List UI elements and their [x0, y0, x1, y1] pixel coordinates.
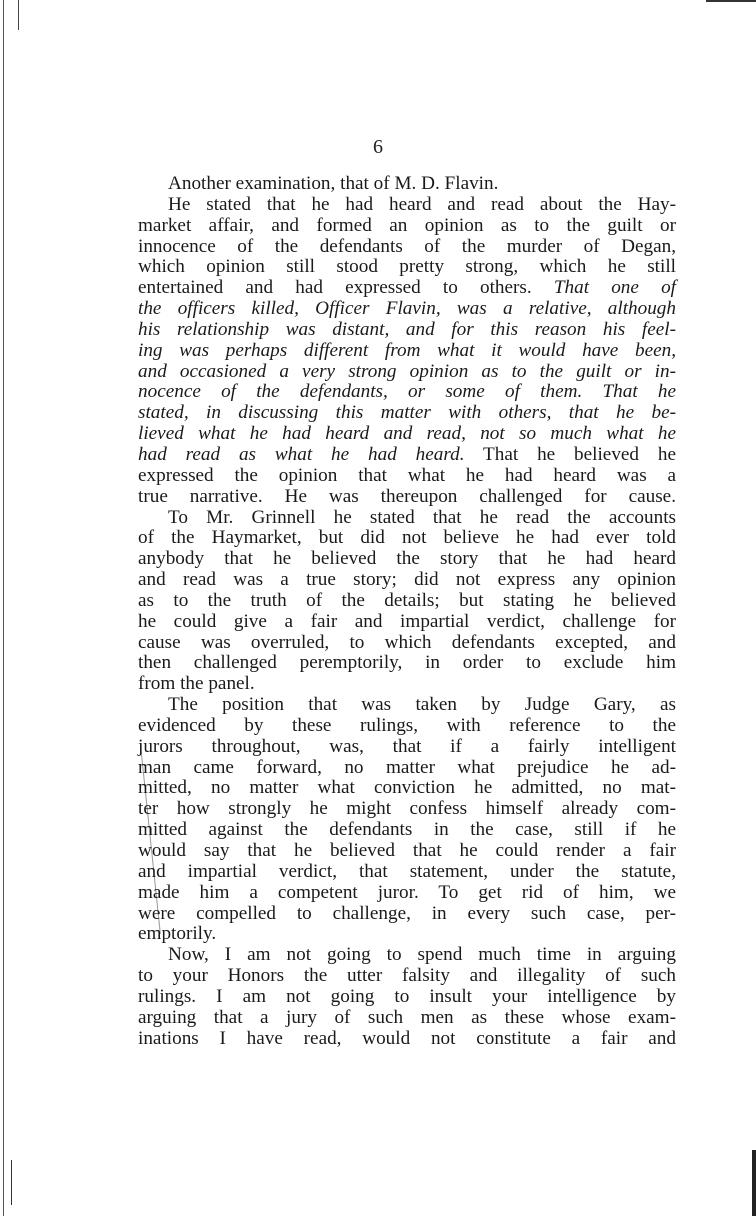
text-line — [138, 945, 676, 966]
text-run: from the panel. — [138, 673, 255, 695]
italic-text: ing was perhaps different from what it would have been, — [138, 339, 676, 361]
text-line — [138, 591, 676, 612]
text-run: mitted against the defendants in the case, still if he — [138, 819, 676, 841]
text-line — [138, 695, 676, 716]
text-run: cause was overruled, to which defendants excepted, and — [138, 631, 676, 653]
italic-text: stated, in discussing this matter with others, that he be- — [138, 402, 676, 424]
text-line — [138, 299, 676, 320]
text-run: evidenced by these rulings, with reference to the — [138, 714, 676, 736]
text-line — [138, 737, 676, 758]
italic-text: the officers killed, Officer Flavin, was a relative, although — [138, 298, 676, 320]
italic-text: his relationship was distant, and for this reason his feel- — [138, 318, 676, 340]
text-run: The position that was taken by Judge Gary, as — [168, 694, 676, 716]
text-run: ter how strongly he might confess himself already com- — [138, 798, 676, 820]
italic-text: had read as what he had heard. — [138, 443, 465, 465]
text-run: then challenged peremptorily, in order to exclude him — [138, 652, 676, 674]
text-line — [138, 174, 676, 195]
text-line — [138, 445, 676, 466]
scan-edge-top — [706, 0, 756, 2]
text-run: innocence of the defendants of the murder of Degan, — [138, 235, 676, 257]
text-run: which opinion still stood pretty strong, which he still — [138, 256, 676, 278]
text-run: To Mr. Grinnell he stated that he read the accounts — [168, 506, 676, 528]
text-run: man came forward, no matter what prejudice he ad- — [138, 756, 676, 778]
text-run: That he believed he — [464, 443, 677, 465]
text-line — [138, 549, 676, 570]
italic-text: nocence of the defendants, or some of them. That he — [138, 381, 676, 403]
text-line — [138, 362, 676, 383]
text-line — [138, 1008, 676, 1029]
text-line — [138, 778, 676, 799]
text-line — [138, 403, 676, 424]
text-run: mitted, no matter what conviction he admitted, no mat- — [138, 777, 676, 799]
text-run: anybody that he believed the story that he had heard — [138, 548, 676, 570]
text-line — [138, 612, 676, 633]
text-run: emptorily. — [138, 923, 217, 945]
text-line — [138, 466, 676, 487]
text-run: he could give a fair and impartial verdict, challenge for — [138, 610, 676, 632]
italic-text: That one of — [553, 277, 676, 299]
text-line — [138, 966, 676, 987]
text-line — [138, 216, 676, 237]
text-line — [138, 1029, 676, 1050]
text-line — [138, 195, 676, 216]
text-line — [138, 237, 676, 258]
text-line — [138, 862, 676, 883]
body-text — [138, 174, 676, 1049]
text-line — [138, 528, 676, 549]
text-line — [138, 674, 676, 695]
text-run: and read was a true story; did not express any opinion — [138, 569, 676, 591]
scan-edge-left — [3, 0, 4, 1216]
italic-text: lieved what he had heard and read, not so much what he — [138, 423, 676, 445]
text-line — [138, 570, 676, 591]
text-line — [138, 633, 676, 654]
text-run: Another examination, that of M. D. Flavin. — [168, 173, 499, 194]
text-line — [138, 382, 676, 403]
text-run: rulings. I am not going to insult your intelligence by — [138, 985, 676, 1007]
text-run: would say that he believed that he could render a fair — [138, 840, 676, 861]
text-line — [138, 341, 676, 362]
italic-text: and occasioned a very strong opinion as to the guilt or in- — [138, 360, 676, 382]
text-run: inations I have read, would not constitute a fair and — [138, 1027, 676, 1049]
text-run: entertained and had expressed to others. — [138, 277, 554, 299]
text-line — [138, 257, 676, 278]
text-line — [138, 820, 676, 841]
text-line — [138, 508, 676, 529]
text-line — [138, 653, 676, 674]
text-run: arguing that a jury of such men as these whose exam- — [138, 1006, 676, 1028]
text-run: jurors throughout, was, that if a fairly intelligent — [138, 735, 676, 757]
text-run: true narrative. He was thereupon challenged for cause. — [138, 485, 676, 507]
text-run: He stated that he had heard and read about the Hay- — [168, 193, 676, 215]
text-run: made him a competent juror. To get rid of him, we — [138, 881, 676, 903]
text-line — [138, 487, 676, 508]
scan-edge-left-top-mark — [18, 0, 19, 30]
text-run: of the Haymarket, but did not believe he had ever told — [138, 527, 676, 549]
text-run: and impartial verdict, that statement, under the statute, — [138, 860, 676, 882]
scan-edge-right — [752, 1150, 756, 1216]
text-line — [138, 278, 676, 299]
text-line — [138, 924, 676, 945]
text-line — [138, 320, 676, 341]
text-line — [138, 883, 676, 904]
text-line — [138, 424, 676, 445]
text-line — [138, 758, 676, 779]
text-run: market affair, and formed an opinion as to the guilt or — [138, 214, 676, 236]
text-line — [138, 987, 676, 1008]
text-line — [138, 799, 676, 820]
text-run: Now, I am not going to spend much time in arguing — [168, 944, 676, 966]
text-line — [138, 841, 676, 862]
text-run: were compelled to challenge, in every such case, per- — [138, 902, 676, 924]
text-run: as to the truth of the details; but stating he believed — [138, 589, 676, 611]
text-line — [138, 904, 676, 925]
text-run: to your Honors the utter falsity and illegality of such — [138, 965, 676, 987]
text-run: expressed the opinion that what he had heard was a — [138, 464, 676, 486]
page-number: 6 — [373, 136, 383, 158]
text-line — [138, 716, 676, 737]
scan-edge-left-mark — [11, 1160, 12, 1205]
